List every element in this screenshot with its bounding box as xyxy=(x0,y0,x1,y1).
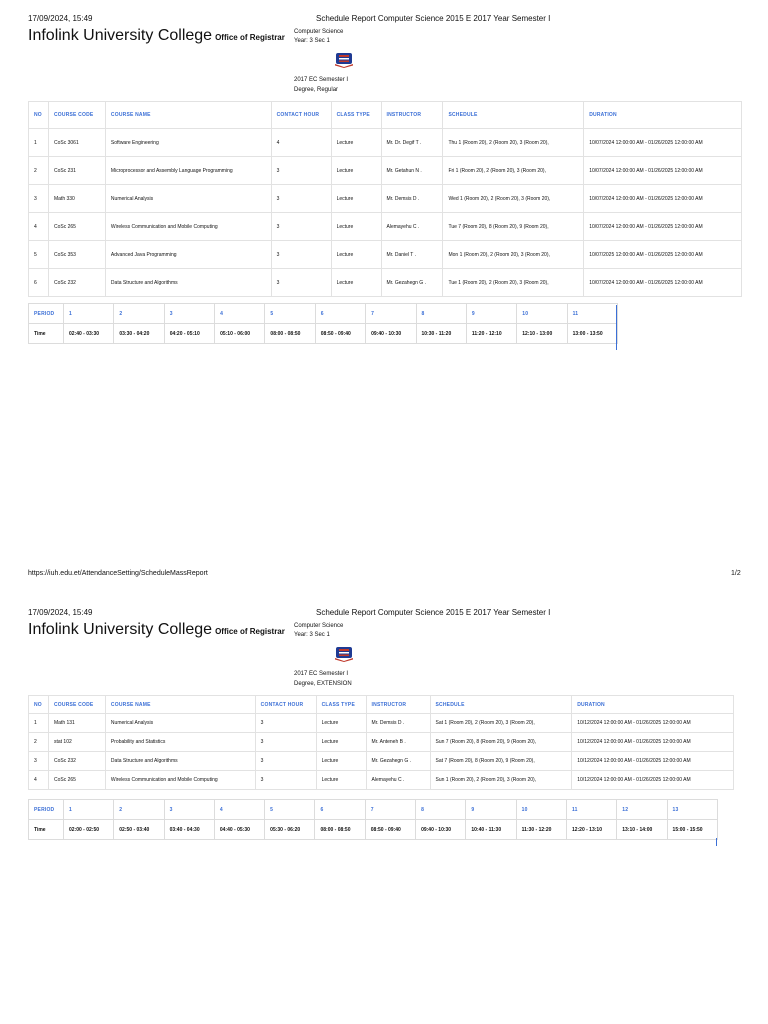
table-row xyxy=(29,752,734,771)
cell-course-name: Wireless Communication and Mobile Computing xyxy=(105,213,271,241)
period-number: 6 xyxy=(315,304,365,324)
text-cursor xyxy=(616,305,617,350)
period-number: 3 xyxy=(164,800,214,820)
cell-schedule: Wed 1 (Room 20), 2 (Room 20), 3 (Room 20), xyxy=(443,185,584,213)
col-header-schedule: SCHEDULE xyxy=(430,696,572,714)
table-row xyxy=(29,129,742,157)
cell-instructor: Mr. Getahun N . xyxy=(381,157,443,185)
cell-duration: 10/07/2024 12:00:00 AM - 01/26/2025 12:00:00 AM xyxy=(584,213,742,241)
col-header-instructor: INSTRUCTOR xyxy=(366,696,430,714)
cell-no: 4 xyxy=(29,771,49,790)
cell-no: 5 xyxy=(29,241,49,269)
cell-course-code: CoSc 265 xyxy=(48,771,105,790)
table-row xyxy=(29,771,734,790)
cell-no: 3 xyxy=(29,752,49,771)
cell-no: 4 xyxy=(29,213,49,241)
period-table xyxy=(28,799,718,840)
period-time: 03:30 - 04:20 xyxy=(114,324,164,344)
cell-schedule: Sun 1 (Room 20), 2 (Room 20), 3 (Room 20), xyxy=(430,771,572,790)
cell-schedule: Fri 1 (Room 20), 2 (Room 20), 3 (Room 20), xyxy=(443,157,584,185)
cell-schedule: Sat 7 (Room 20), 8 (Room 20), 9 (Room 20), xyxy=(430,752,572,771)
period-time: 08:50 - 09:40 xyxy=(365,820,415,840)
office-name: Office of Registrar xyxy=(215,33,285,42)
cell-class-type: Lecture xyxy=(316,714,366,733)
cell-duration: 10/12/2024 12:00:00 AM - 01/26/2025 12:00:00 AM xyxy=(572,771,734,790)
col-header-duration: DURATION xyxy=(584,102,742,129)
period-number: 6 xyxy=(315,800,365,820)
table-row xyxy=(29,714,734,733)
period-number: 7 xyxy=(365,800,415,820)
cell-duration: 10/07/2024 12:00:00 AM - 01/26/2025 12:00:00 AM xyxy=(584,129,742,157)
cell-course-code: CoSc 3061 xyxy=(48,129,105,157)
cell-contact-hour: 3 xyxy=(271,241,331,269)
cell-contact-hour: 3 xyxy=(255,733,316,752)
period-number: 11 xyxy=(567,304,617,324)
report-title: Schedule Report Computer Science 2015 E 2017 Year Semester I xyxy=(316,608,551,617)
cell-course-name: Numerical Analysis xyxy=(105,714,255,733)
cell-contact-hour: 3 xyxy=(271,213,331,241)
period-time: 05:30 - 06:20 xyxy=(265,820,315,840)
period-time: 09:40 - 10:30 xyxy=(366,324,416,344)
department: Computer Science xyxy=(294,623,344,629)
year-section: Year: 3 Sec 1 xyxy=(294,632,330,638)
col-header-no: NO xyxy=(29,696,49,714)
cell-no: 1 xyxy=(29,714,49,733)
cell-class-type: Lecture xyxy=(331,241,381,269)
print-datetime: 17/09/2024, 15:49 xyxy=(28,14,93,23)
cell-duration: 10/12/2024 12:00:00 AM - 01/26/2025 12:00:00 AM xyxy=(572,733,734,752)
cell-instructor: Mr. Demsis D . xyxy=(366,714,430,733)
period-number: 4 xyxy=(214,800,264,820)
period-number: 7 xyxy=(366,304,416,324)
college-name xyxy=(28,27,285,45)
office-name: Office of Registrar xyxy=(215,627,285,636)
table-header-row xyxy=(29,696,734,714)
cell-class-type: Lecture xyxy=(331,157,381,185)
cell-course-name: Microprocessor and Assembly Language Programming xyxy=(105,157,271,185)
table-row xyxy=(29,213,742,241)
period-row xyxy=(29,800,718,820)
cell-class-type: Lecture xyxy=(331,213,381,241)
period-time: 13:00 - 13:50 xyxy=(567,324,617,344)
period-number: 9 xyxy=(466,304,516,324)
cell-schedule: Sat 1 (Room 20), 2 (Room 20), 3 (Room 20), xyxy=(430,714,572,733)
cell-course-name: Software Engineering xyxy=(105,129,271,157)
cell-class-type: Lecture xyxy=(316,733,366,752)
cell-contact-hour: 3 xyxy=(271,157,331,185)
table-row xyxy=(29,241,742,269)
cell-course-code: Math 131 xyxy=(48,714,105,733)
period-time: 08:00 - 08:50 xyxy=(315,820,365,840)
period-time: 11:30 - 12:20 xyxy=(516,820,566,840)
time-label: Time xyxy=(29,820,64,840)
period-table xyxy=(28,303,618,344)
college-name xyxy=(28,621,285,639)
cell-schedule: Tue 1 (Room 20), 2 (Room 20), 3 (Room 20), xyxy=(443,269,584,297)
col-header-course-name: COURSE NAME xyxy=(105,696,255,714)
period-label: PERIOD xyxy=(29,304,64,324)
cell-course-name: Numerical Analysis xyxy=(105,185,271,213)
report-title: Schedule Report Computer Science 2015 E 2017 Year Semester I xyxy=(316,14,551,23)
period-number: 13 xyxy=(667,800,717,820)
period-time: 10:30 - 11:20 xyxy=(416,324,466,344)
table-row xyxy=(29,269,742,297)
period-time: 02:50 - 03:40 xyxy=(114,820,164,840)
cell-class-type: Lecture xyxy=(331,269,381,297)
cell-duration: 10/07/2024 12:00:00 AM - 01/26/2025 12:00:00 AM xyxy=(584,185,742,213)
period-number: 11 xyxy=(566,800,616,820)
print-datetime: 17/09/2024, 15:49 xyxy=(28,608,93,617)
cell-course-code: CoSc 232 xyxy=(48,752,105,771)
period-time: 12:20 - 13:10 xyxy=(566,820,616,840)
period-time: 13:10 - 14:00 xyxy=(617,820,667,840)
period-time: 10:40 - 11:30 xyxy=(466,820,516,840)
col-header-class-type: CLASS TYPE xyxy=(331,102,381,129)
col-header-duration: DURATION xyxy=(572,696,734,714)
period-time: 11:20 - 12:10 xyxy=(466,324,516,344)
semester: 2017 EC Semester I xyxy=(294,77,349,83)
period-number: 2 xyxy=(114,800,164,820)
period-number: 8 xyxy=(416,304,466,324)
period-number: 12 xyxy=(617,800,667,820)
cell-no: 2 xyxy=(29,733,49,752)
cell-schedule: Mon 1 (Room 20), 2 (Room 20), 3 (Room 20), xyxy=(443,241,584,269)
cell-course-name: Probability and Statistics xyxy=(105,733,255,752)
report-page-2 xyxy=(0,596,768,1024)
table-row xyxy=(29,157,742,185)
col-header-course-code: COURSE CODE xyxy=(48,102,105,129)
cell-course-name: Advanced Java Programming xyxy=(105,241,271,269)
col-header-schedule: SCHEDULE xyxy=(443,102,584,129)
cell-contact-hour: 3 xyxy=(255,752,316,771)
cell-course-name: Data Structure and Algorithms xyxy=(105,752,255,771)
period-time: 02:40 - 03:30 xyxy=(63,324,113,344)
period-number: 5 xyxy=(265,304,315,324)
col-header-course-name: COURSE NAME xyxy=(105,102,271,129)
time-label: Time xyxy=(29,324,64,344)
cell-course-code: CoSc 353 xyxy=(48,241,105,269)
cell-no: 1 xyxy=(29,129,49,157)
period-number: 10 xyxy=(516,800,566,820)
period-time: 12:10 - 13:00 xyxy=(517,324,567,344)
cell-course-name: Data Structure and Algorithms xyxy=(105,269,271,297)
period-time: 08:50 - 09:40 xyxy=(315,324,365,344)
col-header-class-type: CLASS TYPE xyxy=(316,696,366,714)
cell-no: 2 xyxy=(29,157,49,185)
cell-no: 6 xyxy=(29,269,49,297)
period-time: 02:00 - 02:50 xyxy=(63,820,113,840)
footer-url: https://iuh.edu.et/AttendanceSetting/ScheduleMassReport xyxy=(28,570,208,577)
period-time: 09:40 - 10:30 xyxy=(416,820,466,840)
cell-course-code: CoSc 231 xyxy=(48,157,105,185)
footer-page-number: 1/2 xyxy=(731,570,741,577)
cell-duration: 10/12/2024 12:00:00 AM - 01/26/2025 12:00:00 AM xyxy=(572,714,734,733)
cell-schedule: Tue 7 (Room 20), 8 (Room 20), 9 (Room 20), xyxy=(443,213,584,241)
period-label: PERIOD xyxy=(29,800,64,820)
period-time: 04:40 - 05:30 xyxy=(214,820,264,840)
cell-contact-hour: 4 xyxy=(271,129,331,157)
period-number: 5 xyxy=(265,800,315,820)
table-row xyxy=(29,185,742,213)
period-number: 2 xyxy=(114,304,164,324)
cell-schedule: Sun 7 (Room 20), 8 (Room 20), 9 (Room 20), xyxy=(430,733,572,752)
university-crest-icon xyxy=(334,646,354,662)
period-number: 9 xyxy=(466,800,516,820)
schedule-table xyxy=(28,101,742,297)
semester-info xyxy=(294,75,348,95)
cell-class-type: Lecture xyxy=(331,129,381,157)
cell-duration: 10/07/2025 12:00:00 AM - 01/26/2025 12:00:00 AM xyxy=(584,241,742,269)
cell-course-code: stat 102 xyxy=(48,733,105,752)
cell-instructor: Mr. Anteneh B . xyxy=(366,733,430,752)
col-header-no: NO xyxy=(29,102,49,129)
year-section: Year: 3 Sec 1 xyxy=(294,38,330,44)
degree-type: Degree, EXTENSION xyxy=(294,681,352,687)
col-header-course-code: COURSE CODE xyxy=(48,696,105,714)
cell-instructor: Mr. Dr. Degif T . xyxy=(381,129,443,157)
department: Computer Science xyxy=(294,29,344,35)
cell-instructor: Mr. Gezahegn G . xyxy=(381,269,443,297)
table-row xyxy=(29,733,734,752)
cell-class-type: Lecture xyxy=(316,752,366,771)
cell-contact-hour: 3 xyxy=(255,714,316,733)
time-row xyxy=(29,820,718,840)
cell-duration: 10/12/2024 12:00:00 AM - 01/26/2025 12:00:00 AM xyxy=(572,752,734,771)
time-row xyxy=(29,324,618,344)
period-number: 3 xyxy=(164,304,214,324)
period-row xyxy=(29,304,618,324)
university-crest-icon xyxy=(334,52,354,68)
cell-course-code: CoSc 265 xyxy=(48,213,105,241)
semester-info xyxy=(294,669,352,689)
text-cursor xyxy=(716,838,717,846)
semester: 2017 EC Semester I xyxy=(294,671,349,677)
college-title: Infolink University College xyxy=(28,27,213,44)
period-time: 15:00 - 15:50 xyxy=(667,820,717,840)
period-time: 05:10 - 06:00 xyxy=(215,324,265,344)
period-number: 1 xyxy=(63,800,113,820)
cell-contact-hour: 3 xyxy=(271,269,331,297)
cell-contact-hour: 3 xyxy=(271,185,331,213)
cell-duration: 10/07/2024 12:00:00 AM - 01/26/2025 12:00:00 AM xyxy=(584,269,742,297)
col-header-contact-hour: CONTACT HOUR xyxy=(255,696,316,714)
degree-type: Degree, Regular xyxy=(294,87,339,93)
col-header-instructor: INSTRUCTOR xyxy=(381,102,443,129)
col-header-contact-hour: CONTACT HOUR xyxy=(271,102,331,129)
period-time: 08:00 - 08:50 xyxy=(265,324,315,344)
cell-no: 3 xyxy=(29,185,49,213)
cell-class-type: Lecture xyxy=(331,185,381,213)
cell-instructor: Mr. Demsis D . xyxy=(381,185,443,213)
cell-course-code: CoSc 232 xyxy=(48,269,105,297)
cell-contact-hour: 3 xyxy=(255,771,316,790)
cell-instructor: Mr. Daniel T . xyxy=(381,241,443,269)
cell-class-type: Lecture xyxy=(316,771,366,790)
cell-duration: 10/07/2024 12:00:00 AM - 01/26/2025 12:00:00 AM xyxy=(584,157,742,185)
college-title: Infolink University College xyxy=(28,621,213,638)
cell-instructor: Alemayehu C . xyxy=(366,771,430,790)
period-number: 8 xyxy=(416,800,466,820)
department-info xyxy=(294,28,343,46)
cell-course-name: Wireless Communication and Mobile Computing xyxy=(105,771,255,790)
period-number: 10 xyxy=(517,304,567,324)
cell-course-code: Math 330 xyxy=(48,185,105,213)
cell-instructor: Mr. Gezahegn G . xyxy=(366,752,430,771)
table-header-row xyxy=(29,102,742,129)
cell-instructor: Alemayehu C . xyxy=(381,213,443,241)
period-time: 04:20 - 05:10 xyxy=(164,324,214,344)
period-number: 1 xyxy=(63,304,113,324)
cell-schedule: Thu 1 (Room 20), 2 (Room 20), 3 (Room 20), xyxy=(443,129,584,157)
period-number: 4 xyxy=(215,304,265,324)
period-time: 03:40 - 04:30 xyxy=(164,820,214,840)
department-info xyxy=(294,622,343,640)
schedule-table xyxy=(28,695,734,790)
